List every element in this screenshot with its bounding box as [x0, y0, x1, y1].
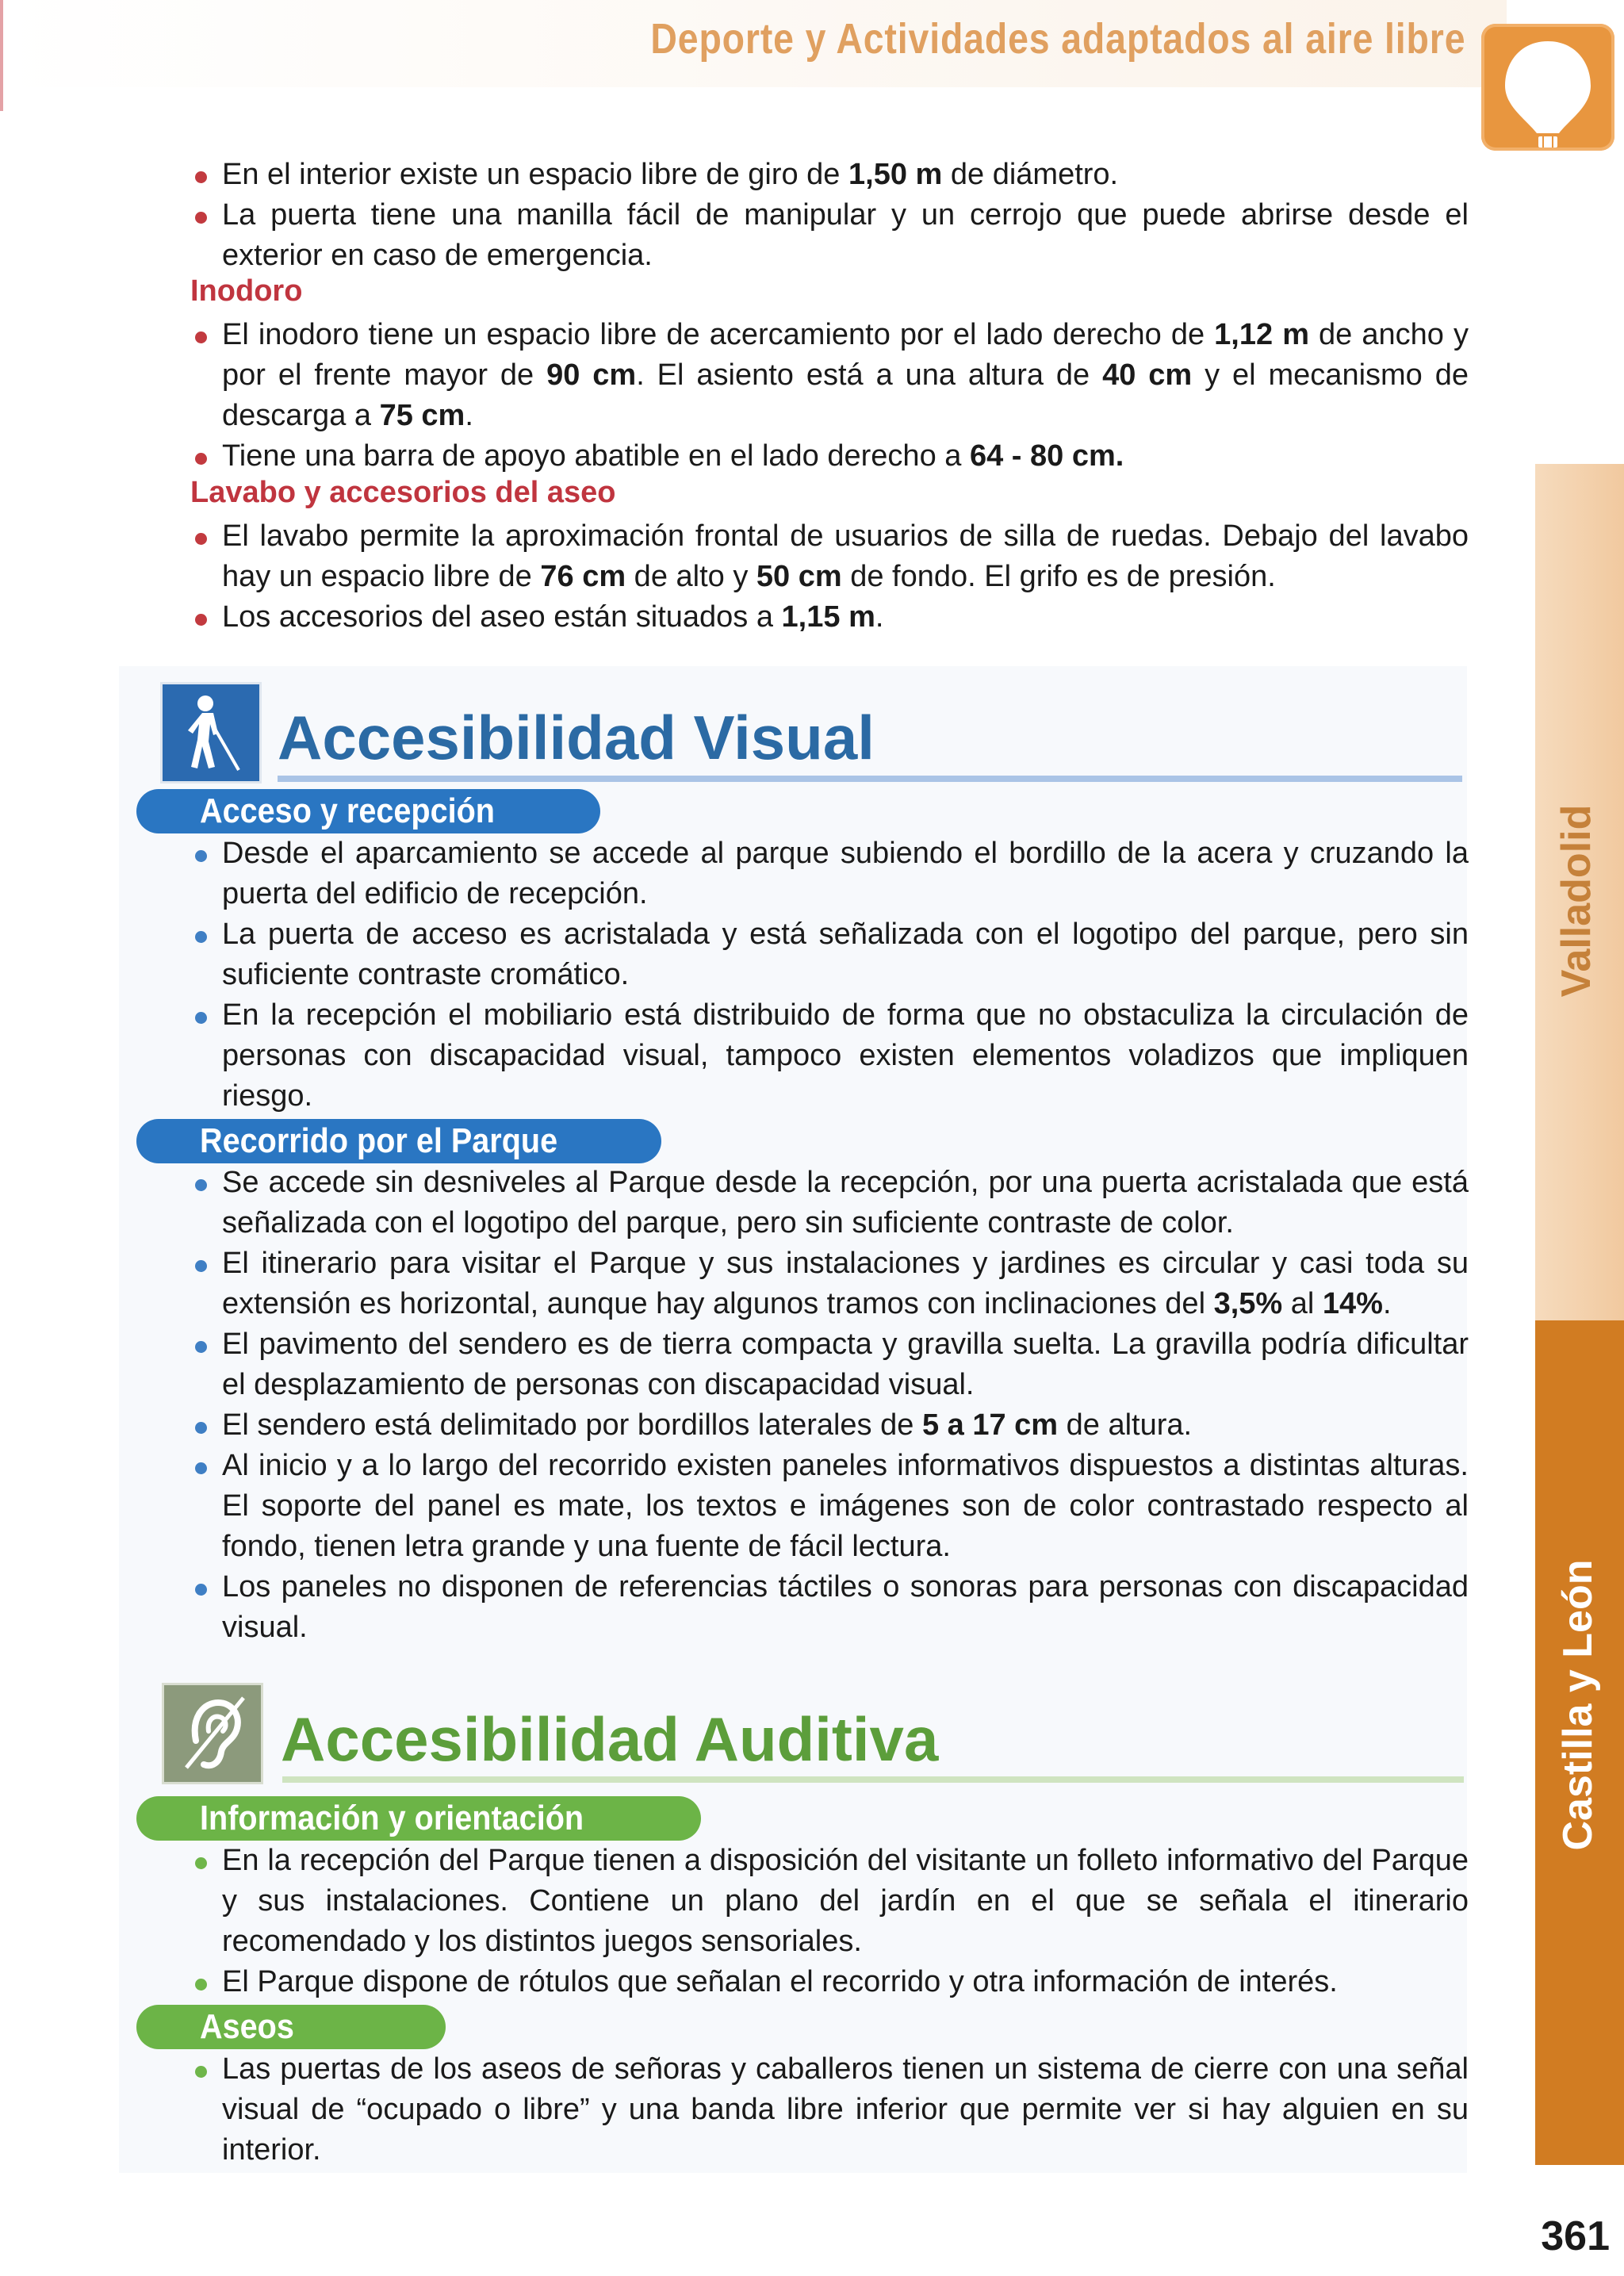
list-item: El itinerario para visitar el Parque y sus instalaciones y jardines es circular y casi toda su extensión es horizontal, aunque hay algunos tramos con inclinaciones del 3,5% al 14%.	[190, 1243, 1469, 1324]
list-item: En el interior existe un espacio libre de giro de 1,50 m de diámetro.	[190, 155, 1469, 195]
list-item: Se accede sin desniveles al Parque desde la recepción, por una puerta acristalada que está señalizada con el logotipo del parque, pero sin suficiente contraste de color.	[190, 1163, 1469, 1243]
intro-list	[190, 155, 1469, 276]
page-edge-line	[0, 0, 3, 111]
list-item: El lavabo permite la aproximación frontal de usuarios de silla de ruedas. Debajo del lavabo hay un espacio libre de 76 cm de alto y 50 cm de fondo. El grifo es de presión.	[190, 516, 1469, 597]
list-item: Las puertas de los aseos de señoras y caballeros tienen un sistema de cierre con una señal visual de “ocupado o libre” y una banda libre inferior que permite ver si hay alguien en su interior.	[190, 2049, 1469, 2171]
list-item: El inodoro tiene un espacio libre de acercamiento por el lado derecho de 1,12 m de ancho y por el frente mayor de 90 cm. El asiento está a una altura de 40 cm y el mecanismo de descarga a 75 cm.	[190, 315, 1469, 436]
list-item: El sendero está delimitado por bordillos laterales de 5 a 17 cm de altura.	[190, 1405, 1469, 1446]
subsection-pill-acceso: Acceso y recepción	[136, 789, 600, 833]
list-item: El Parque dispone de rótulos que señalan el recorrido y otra información de interés.	[190, 1962, 1469, 2002]
subsection-pill-recorrido: Recorrido por el Parque	[136, 1119, 661, 1163]
lavabo-heading: Lavabo y accesorios del aseo	[190, 476, 616, 509]
list-item: En la recepción el mobiliario está distribuido de forma que no obstaculiza la circulación de personas con discapacidad visual, tampoco existen elementos voladizos que impliquen riesgo.	[190, 995, 1469, 1117]
lavabo-list	[190, 516, 1469, 638]
page-number: 361	[1541, 2213, 1610, 2259]
section-rule	[282, 1776, 1464, 1783]
blind-person-cane-icon	[160, 682, 262, 784]
aseos-list	[190, 2049, 1469, 2171]
recorrido-list	[190, 1163, 1469, 1648]
inodoro-list	[190, 315, 1469, 477]
section-title-auditiva: Accesibilidad Auditiva	[281, 1704, 939, 1774]
hot-air-balloon-icon	[1481, 24, 1614, 151]
list-item: En la recepción del Parque tienen a disposición del visitante un folleto informativo del Parque y sus instalaciones. Contiene un plano del jardín en el que se señala el itinerario recomendado y los distintos juegos sensoriales.	[190, 1841, 1469, 1962]
subsection-pill-informacion: Información y orientación	[136, 1796, 701, 1841]
acceso-list	[190, 833, 1469, 1117]
list-item: El pavimento del sendero es de tierra compacta y gravilla suelta. La gravilla podría dificultar el desplazamiento de personas con discapacidad visual.	[190, 1324, 1469, 1405]
list-item: Los paneles no disponen de referencias táctiles o sonoras para personas con discapacidad visual.	[190, 1567, 1469, 1648]
section-rule	[278, 776, 1462, 782]
list-item: Los accesorios del aseo están situados a 1,15 m.	[190, 597, 1469, 638]
inodoro-heading: Inodoro	[190, 274, 303, 308]
list-item: Desde el aparcamiento se accede al parque subiendo el bordillo de la acera y cruzando la puerta del edificio de recepción.	[190, 833, 1469, 914]
list-item: Tiene una barra de apoyo abatible en el lado derecho a 64 - 80 cm.	[190, 436, 1469, 477]
subsection-pill-aseos: Aseos	[136, 2005, 446, 2049]
sidebar-region-label: Castilla y León	[1555, 1559, 1601, 1851]
list-item: La puerta de acceso es acristalada y está señalizada con el logotipo del parque, pero sin suficiente contraste cromático.	[190, 914, 1469, 995]
section-title-visual: Accesibilidad Visual	[278, 703, 875, 772]
list-item: Al inicio y a lo largo del recorrido existen paneles informativos dispuestos a distintas alturas. El soporte del panel es mate, los textos e imágenes son de color contrastado respecto al fondo, tienen letra grande y una fuente de fácil lectura.	[190, 1446, 1469, 1567]
list-item: La puerta tiene una manilla fácil de manipular y un cerrojo que puede abrirse desde el exterior en caso de emergencia.	[190, 195, 1469, 276]
informacion-list	[190, 1841, 1469, 2002]
sidebar-city-label: Valladolid	[1553, 804, 1599, 998]
header-title: Deporte y Actividades adaptados al aire libre	[649, 15, 1465, 63]
ear-icon	[162, 1683, 263, 1784]
